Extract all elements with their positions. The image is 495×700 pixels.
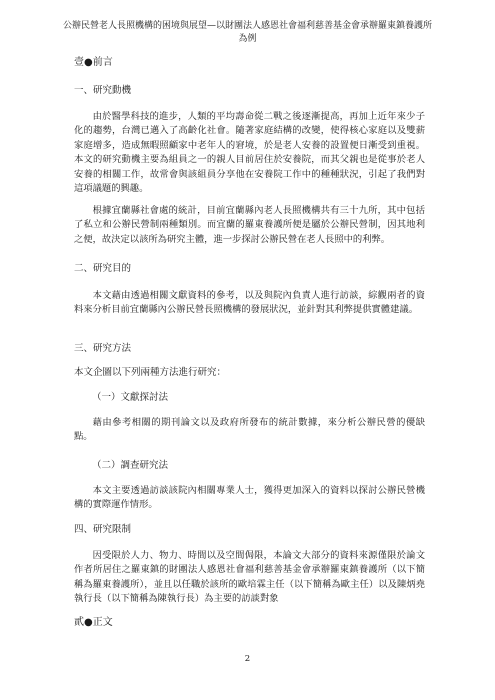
running-title-line-1: 公辦民營老人長照機構的困境與展望—以財團法人感恩社會福利慈善基金會承辦羅東鎮養護所 — [62, 21, 432, 31]
paragraph-purpose: 本文藉由透過相關文獻資料的參考，以及與院內負責人進行訪談，綜觀兩者的資料來分析目前宜蘭縣內公辦民營長照機構的發展狀況，並針對其利弊提供實體建議。 — [74, 290, 425, 316]
section-title-introduction: 壹●前言 — [74, 57, 113, 68]
running-title-line-2: 為例 — [238, 34, 257, 44]
heading-research-limitations: 四、研究限制 — [74, 524, 132, 535]
paragraph-limitations: 因受限於人力、物力、時間以及空間侷限，本論文大部分的資料來源僅限於論文作者所居住之羅東鎮的財團法人感恩社會福利慈善基金會承辦羅東鎮養護所（以下簡稱為羅東養護所），並且以任職於該所的歐培霖主任（以下簡稱為歐主任）以及陳炳堯執行長（以下簡稱為陳執行長）為主要的訪談對象 — [74, 550, 425, 605]
subheading-survey-method: （二）調查研究法 — [92, 460, 169, 471]
section-title-main-text: 貳●正文 — [74, 617, 113, 628]
heading-research-purpose: 二、研究目的 — [74, 263, 132, 274]
paragraph-survey-method: 本文主要透過訪談該院內相關專業人士，獲得更加深入的資料以探討公辦民營機構的實際運作情形。 — [74, 485, 425, 511]
paragraph-motivation-2: 根據宜蘭縣社會處的統計，目前宜蘭縣內老人長照機構共有三十九所，其中包括了私立和公辦民營制兩種類別。而宜蘭的羅東養護所便是屬於公辦民營制，因其地利之便，故決定以該所為研究主體，進一步探討公辦民營在老人長照中的利弊。 — [74, 205, 425, 245]
heading-research-motivation: 一、研究動機 — [74, 85, 132, 96]
subheading-literature-review: （一）文獻探討法 — [92, 392, 169, 403]
page-number: 2 — [244, 654, 251, 664]
paragraph-literature-review: 藉由參考相關的期刊論文以及政府所發布的統計數據，來分析公辦民營的優缺點。 — [74, 417, 425, 443]
method-intro: 本文企圖以下列兩種方法進行研究： — [74, 367, 227, 378]
paragraph-motivation-1: 由於醫學科技的進步，人類的平均壽命從二戰之後逐漸提高，再加上近年來少子化的趨勢，台灣已邁入了高齡化社會。隨著家庭結構的改變，使得核心家庭以及雙薪家庭增多，造成無暇照顧家中老年人的窘境，於是老人安養的設置便日漸受到重視。本文的研究動機主要為組員之一的親人目前居住於安養院，而其父親也是從事於老人安養的相關工作，故常會與該組員分享他在安養院工作中的種種狀況，引起了我們對這項議題的興趣。 — [74, 111, 425, 195]
running-header — [60, 20, 435, 46]
heading-research-method: 三、研究方法 — [74, 343, 132, 354]
